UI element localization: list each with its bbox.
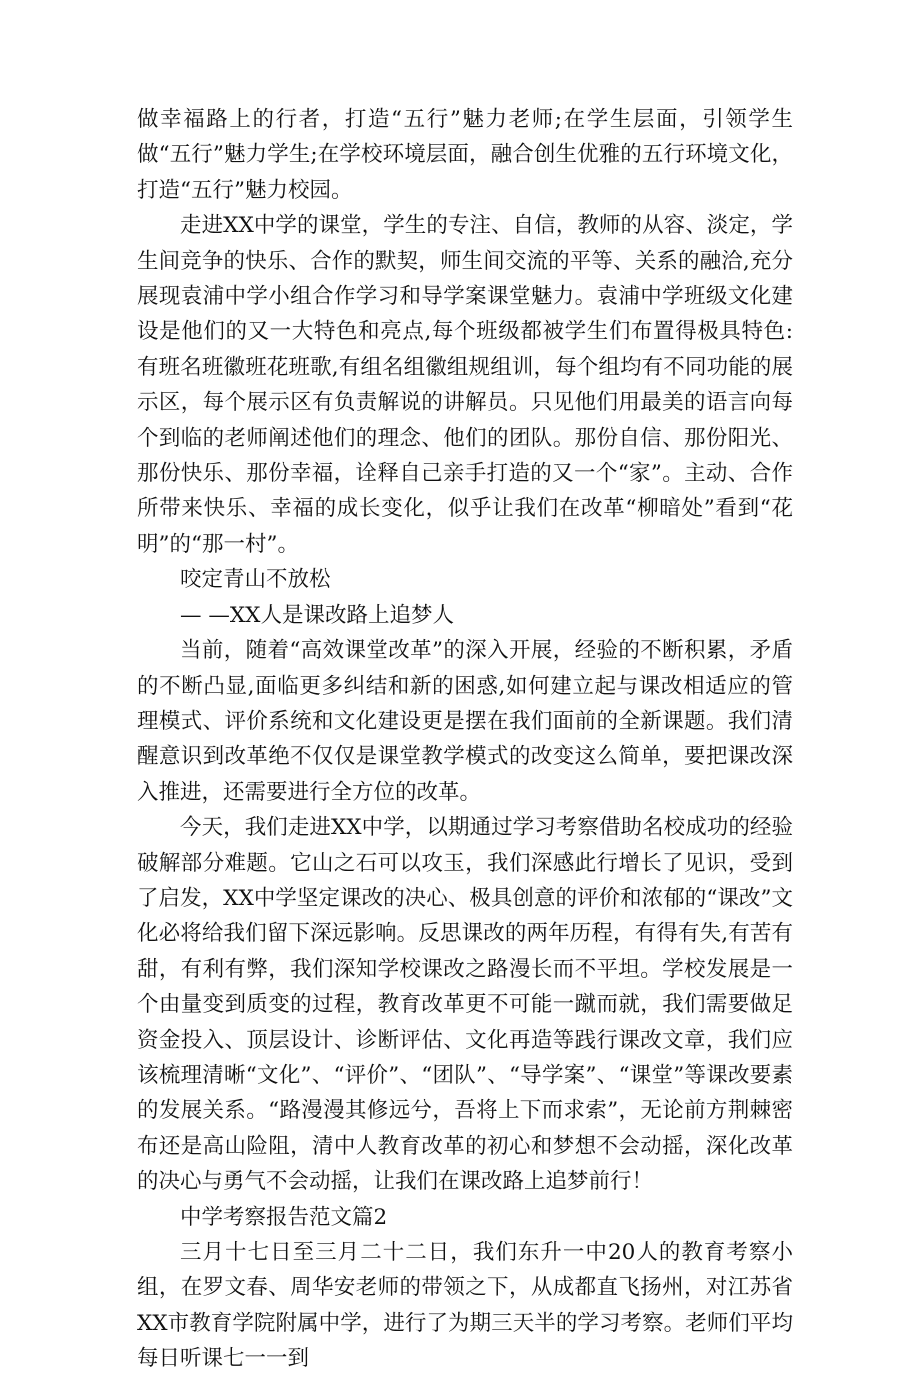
section-subheading: — —XX人是课改路上追梦人 xyxy=(180,602,454,628)
paragraph-report-2: 三月十七日至三月二十二日，我们东升一中20人的教育考察小组，在罗文春、周华安老师的带领之下，从成都直飞扬州，对江苏省XX市教育学院附属中学，进行了为期三天半的学习考察。老师们平均每日听课七一一到 xyxy=(137,1240,793,1372)
document-page xyxy=(137,102,793,1377)
paragraph-current-situation: 当前，随着“高效课堂改革”的深入开展，经验的不断积累，矛盾的不断凸显,面临更多纠结和新的困惑,如何建立起与课改相适应的管理模式、评价系统和文化建设更是摆在我们面前的全新课题。我们清醒意识到改革绝不仅仅是课堂教学模式的改变这么简单，要把课改深入推进，还需要进行全方位的改革。 xyxy=(137,638,793,805)
paragraph-classroom: 走进XX中学的课堂，学生的专注、自信，教师的从容、淡定，学生间竞争的快乐、合作的默契，师生间交流的平等、关系的融洽,充分展现袁浦中学小组合作学习和导学案课堂魅力。袁浦中学班级文化建设是他们的又一大特色和亮点,每个班级都被学生们布置得极具特色:有班名班徽班花班歌,有组名组徽组规组训，每个组均有不同功能的展示区，每个展示区有负责解说的讲解员。只见他们用最美的语言向每个到临的老师阐述他们的理念、他们的团队。那份自信、那份阳光、那份快乐、那份幸福，诠释自己亲手打造的又一个“家”。主动、合作所带来快乐、幸福的成长变化，似乎让我们在改革“柳暗处”看到“花明”的“那一村”。 xyxy=(137,213,793,557)
section-heading: 咬定青山不放松 xyxy=(180,567,331,593)
paragraph-continuation: 做幸福路上的行者，打造“五行”魅力老师;在学生层面，引领学生做“五行”魅力学生;在学校环境层面，融合创生优雅的五行环境文化，打造“五行”魅力校园。 xyxy=(137,107,793,203)
paragraph-today: 今天，我们走进XX中学，以期通过学习考察借助名校成功的经验破解部分难题。它山之石可以攻玉，我们深感此行增长了见识，受到了启发，XX中学坚定课改的决心、极具创意的评价和浓郁的“课改”文化必将给我们留下深远影响。反思课改的两年历程，有得有失,有苦有甜，有利有弊，我们深知学校课改之路漫长而不平坦。学校发展是一个由量变到质变的过程，教育改革更不可能一蹴而就，我们需要做足资金投入、顶层设计、诊断评估、文化再造等践行课改文章，我们应该梳理清晰“文化”、“评价”、“团队”、“导学案”、“课堂”等课改要素的发展关系。“路漫漫其修远兮，吾将上下而求索”，无论前方荆棘密布还是高山险阻，清中人教育改革的初心和梦想不会动摇，深化改革的决心与勇气不会动摇，让我们在课改路上追梦前行！ xyxy=(137,815,793,1195)
article-title: 中学考察报告范文篇2 xyxy=(180,1204,388,1230)
